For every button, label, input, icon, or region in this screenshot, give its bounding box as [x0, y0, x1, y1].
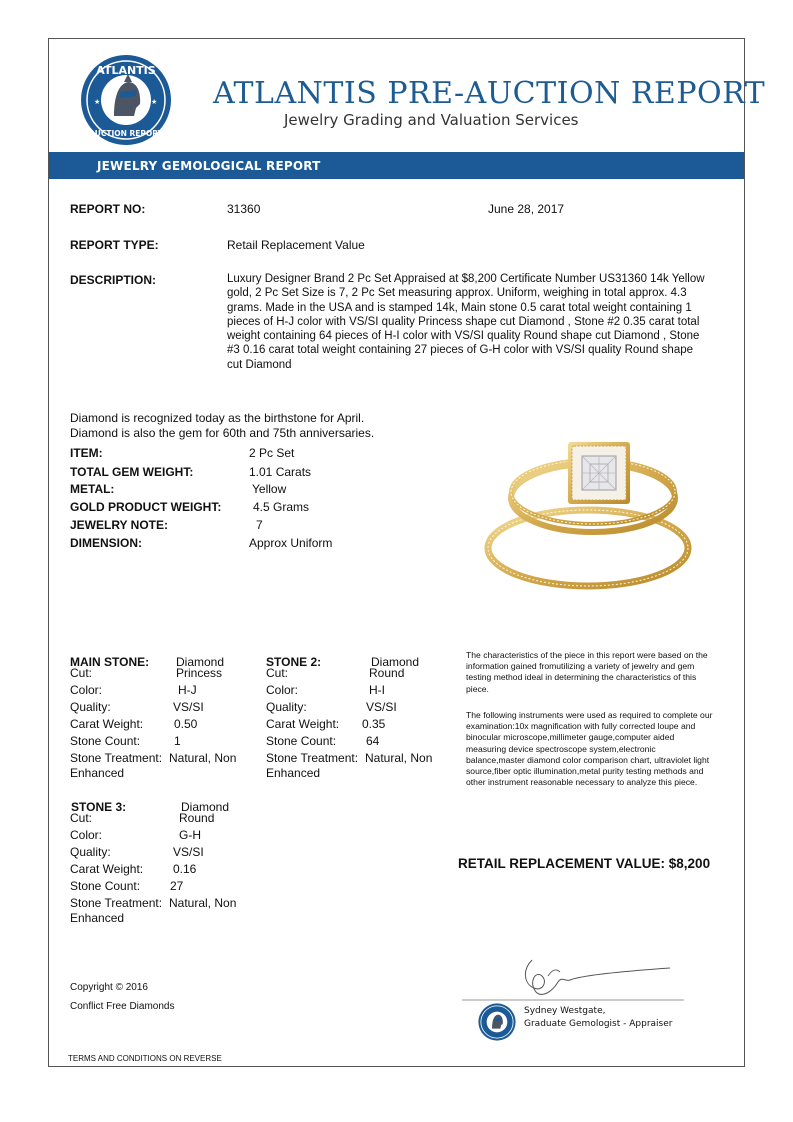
main-stone-cut: Princess: [176, 666, 223, 680]
logo-text-top: ATLANTIS: [96, 64, 156, 77]
stone2-count: 64: [366, 734, 380, 748]
stone2-treatment-cont: Enhanced: [266, 766, 321, 780]
description-text: Luxury Designer Brand 2 Pc Set Appraised at $8,200 Certificate Number US31360 14k Yellow gold, 2 Pc Set Size is 7, 2 Pc Set measuring approx. Uniform, weighing in total approx. 4.3 grams. Made in the USA and is stamped 14k, Main stone 0.5 carat total weight containing 1 pieces of H-J color with VS/SI quality Princess shape cut Diamond , Stone #2 0.35 carat total weight containing 64 pieces of H-I color with VS/SI quality Round shape cut Diamond , Stone #3 0.16 carat total weight containing 27 pieces of G-H color with VS/SI quality Round shape cut Diamond: [227, 273, 705, 371]
stone2-carat-label: Carat Weight:: [266, 717, 340, 731]
main-stone-quality-label: Quality:: [70, 700, 111, 714]
main-stone-treatment-label: Stone Treatment:: [70, 751, 163, 765]
stone3-treatment-cont: Enhanced: [70, 911, 125, 925]
retail-value-line: [458, 856, 710, 871]
stone3-color: G-H: [179, 828, 201, 842]
main-stone-cut-label: Cut:: [70, 666, 93, 680]
signature: [462, 948, 692, 1004]
stone3-carat: 0.16: [173, 862, 197, 876]
retail-value-amount: $8,200: [668, 856, 711, 871]
main-stone-treatment-cont: Enhanced: [70, 766, 125, 780]
gold-weight-value: 4.5 Grams: [253, 500, 310, 514]
description-label: DESCRIPTION:: [70, 273, 157, 287]
stone2-color-label: Color:: [266, 683, 299, 697]
signer-title: Graduate Gemologist - Appraiser: [524, 1019, 673, 1029]
terms-note: TERMS AND CONDITIONS ON REVERSE: [68, 1054, 222, 1063]
birthstone-line-1: Diamond is recognized today as the birthstone for April.: [70, 411, 365, 425]
stone2-color: H-I: [369, 683, 385, 697]
stone2-treatment-label: Stone Treatment:: [266, 751, 359, 765]
main-stone-carat: 0.50: [174, 717, 198, 731]
gem-weight-value: 1.01 Carats: [249, 465, 312, 479]
retail-value-label: RETAIL REPLACEMENT VALUE:: [458, 856, 666, 871]
stone3-count: 27: [170, 879, 184, 893]
stone2-carat: 0.35: [362, 717, 386, 731]
metal-value: Yellow: [252, 482, 287, 496]
stone3-treatment-label: Stone Treatment:: [70, 896, 163, 910]
report-title: ATLANTIS PRE-AUCTION REPORT: [213, 76, 766, 111]
stone3-carat-label: Carat Weight:: [70, 862, 144, 876]
stone3-type: Diamond: [181, 800, 230, 814]
stone2-cut-label: Cut:: [266, 666, 289, 680]
stone3-cut-label: Cut:: [70, 811, 93, 825]
main-stone-count-label: Stone Count:: [70, 734, 141, 748]
notes-paragraph-2: The following instruments were used as required to complete our examination:10x magnification with fully corrected loupe and binocular microscope,millimeter gauge,computer aided measuring device spectroscope system,electronic balance,master diamond color comparison chart, ultraviolet light source,fiber optic illumination,metal purity testing methods and other instrument reasonable necessary to analyze this piece.: [466, 710, 713, 788]
report-subtitle: Jewelry Grading and Valuation Services: [284, 111, 579, 129]
main-stone-color: H-J: [178, 683, 197, 697]
logo-text-bottom: AUCTION REPORT: [89, 129, 163, 138]
report-no-label: REPORT NO:: [70, 202, 146, 216]
report-type-label: REPORT TYPE:: [70, 238, 159, 252]
stone3-cut: Round: [179, 811, 215, 825]
metal-label: METAL:: [70, 482, 115, 496]
main-stone-carat-label: Carat Weight:: [70, 717, 144, 731]
stone2-cut: Round: [369, 666, 405, 680]
banner-title: JEWELRY GEMOLOGICAL REPORT: [97, 159, 321, 173]
svg-text:★: ★: [94, 99, 101, 106]
item-value: 2 Pc Set: [249, 446, 295, 460]
main-stone-treatment: Natural, Non: [169, 751, 237, 765]
stone3-treatment: Natural, Non: [169, 896, 237, 910]
stone3-quality: VS/SI: [173, 845, 204, 859]
stone2-count-label: Stone Count:: [266, 734, 337, 748]
report-type-value: Retail Replacement Value: [227, 238, 365, 252]
stone2-type: Diamond: [371, 655, 420, 669]
signature-logo: [478, 1003, 516, 1041]
svg-text:★: ★: [151, 99, 158, 106]
signer-name: Sydney Westgate,: [524, 1006, 606, 1016]
copyright: Copyright © 2016: [70, 982, 148, 993]
dimension-label: DIMENSION:: [70, 536, 142, 550]
atlantis-logo: [80, 54, 172, 146]
stone3-heading: STONE 3:: [71, 800, 127, 814]
item-label: ITEM:: [70, 446, 103, 460]
stone2-heading: STONE 2:: [266, 655, 322, 669]
ring-image: [478, 430, 698, 610]
main-stone-color-label: Color:: [70, 683, 103, 697]
stone3-color-label: Color:: [70, 828, 103, 842]
stone3-count-label: Stone Count:: [70, 879, 141, 893]
stone2-quality-label: Quality:: [266, 700, 307, 714]
stone2-quality: VS/SI: [366, 700, 397, 714]
stone3-quality-label: Quality:: [70, 845, 111, 859]
report-date: June 28, 2017: [488, 202, 565, 216]
gem-weight-label: TOTAL GEM WEIGHT:: [70, 465, 194, 479]
gold-weight-label: GOLD PRODUCT WEIGHT:: [70, 500, 222, 514]
jewelry-note-value: 7: [256, 518, 263, 532]
report-no-value: 31360: [227, 202, 261, 216]
main-stone-heading: MAIN STONE:: [70, 655, 150, 669]
notes-paragraph-1: The characteristics of the piece in this report were based on the information gained fromutilizing a variety of jewelry and gem testing method ideal in determining the characteristics of this piece.: [466, 650, 708, 694]
main-stone-count: 1: [174, 734, 181, 748]
company-name: Conflict Free Diamonds: [70, 1001, 175, 1012]
birthstone-line-2: Diamond is also the gem for 60th and 75th anniversaries.: [70, 426, 375, 440]
stone2-treatment: Natural, Non: [365, 751, 433, 765]
main-stone-type: Diamond: [176, 655, 225, 669]
main-stone-quality: VS/SI: [173, 700, 204, 714]
jewelry-note-label: JEWELRY NOTE:: [70, 518, 169, 532]
dimension-value: Approx Uniform: [249, 536, 333, 550]
